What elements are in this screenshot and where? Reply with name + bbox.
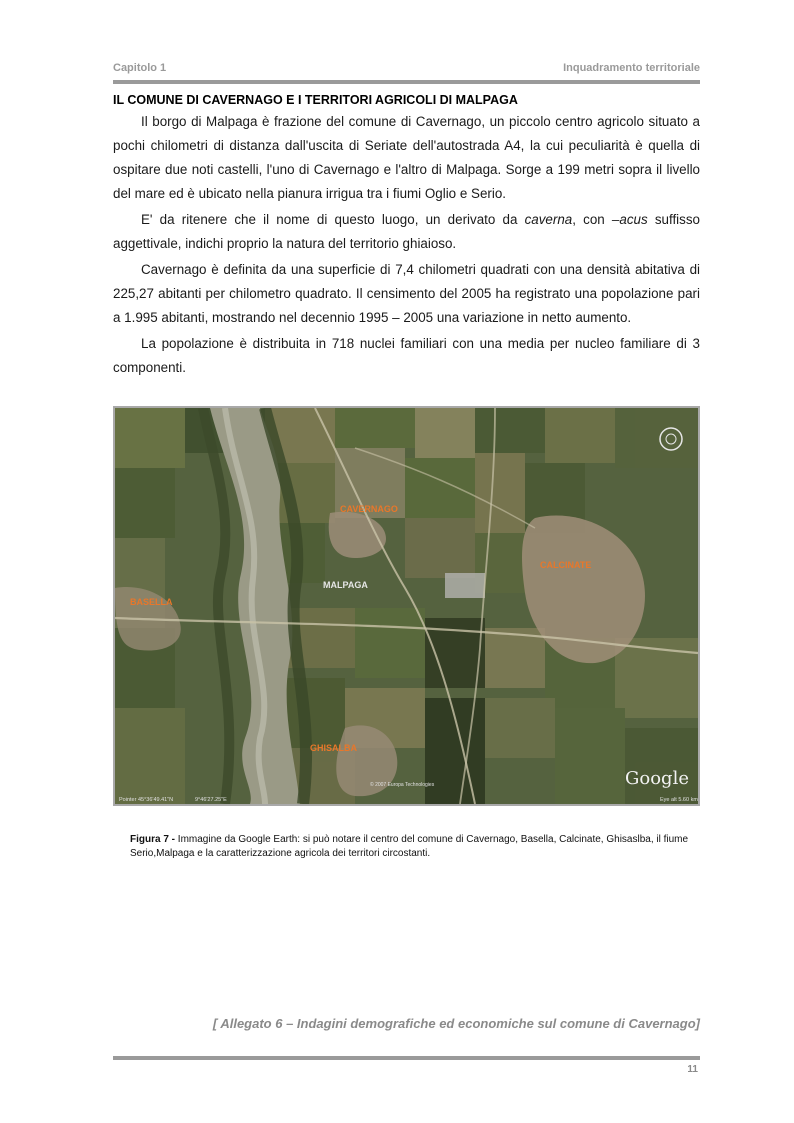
running-header (113, 62, 700, 78)
footer-rule (113, 1056, 700, 1060)
page-number: 11 (687, 1064, 698, 1075)
header-rule (113, 80, 700, 84)
satellite-map-figure (113, 406, 700, 806)
label-malpaga: MALPAGA (323, 580, 368, 590)
paragraph-3: Cavernago è definita da una superficie di 7,4 chilometri quadrati con una densità abitativa di 225,27 abitanti per chilometro quadrato. Il censimento del 2005 ha registrato una popolazione pari a 1.995 abitanti, mostrando nel decennio 1995 – 2005 una variazione in netto aumento. (113, 262, 700, 325)
google-logo: Google (625, 768, 689, 789)
annex-title: [ Allegato 6 – Indagini demografiche ed economiche sul comune di Cavernago] (212, 1016, 700, 1031)
section-heading: IL COMUNE DI CAVERNAGO E I TERRITORI AGRICOLI DI MALPAGA (113, 93, 518, 107)
label-basella: BASELLA (130, 597, 173, 607)
map-alt: Eye alt 5.60 km (660, 797, 698, 803)
label-ghisalba: GHISALBA (310, 743, 357, 753)
label-cavernago: CAVERNAGO (340, 504, 398, 514)
map-coords-left: Pointer 45°36'49.41"N (119, 797, 174, 803)
map-copyright: © 2007 Europa Technologies (370, 782, 435, 788)
map-coords-mid: 9°46'27.25"E (195, 797, 227, 803)
section-label: Inquadramento territoriale (563, 62, 700, 74)
paragraph-1: Il borgo di Malpaga è frazione del comune di Cavernago, un piccolo centro agricolo situato a pochi chilometri di distanza dall'uscita di Seriate dell'autostrada A4, la cui peculiarità è quella di ospitare due noti castelli, l'uno di Cavernago e l'altro di Malpaga. Sorge a 199 metri sopra il livello del mare ed è ubicato nella pianura irrigua tra i fiumi Oglio e Serio. (113, 114, 700, 201)
figure-caption: Figura 7 - Immagine da Google Earth: si può notare il centro del comune di Cavernago, Basella, Calcinate, Ghisaslba, il fiume Serio,Malpaga e la caratterizzazione agricola dei territori circostanti. (130, 834, 689, 859)
chapter-label: Capitolo 1 (113, 62, 167, 74)
paragraph-4: La popolazione è distribuita in 718 nuclei familiari con una media per nucleo familiare di 3 componenti. (113, 336, 700, 375)
body-text (113, 93, 700, 382)
paragraph-2: E' da ritenere che il nome di questo luogo, un derivato da caverna, con –acus suffisso aggettivale, indichi proprio la natura del territorio ghiaioso. (113, 212, 700, 251)
label-calcinate: CALCINATE (540, 560, 592, 570)
